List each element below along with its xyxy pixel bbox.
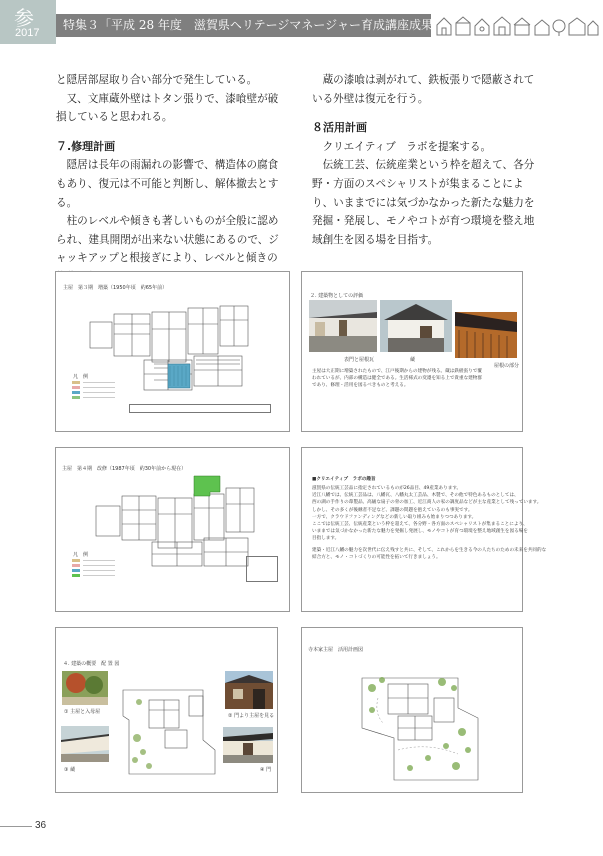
legend-title: 凡 例 [73, 374, 89, 380]
figure-caption: 主屋 第４期 改修（1987年頃 約30年前から現在） [62, 466, 187, 472]
photo-label: 蔵 [410, 357, 416, 363]
utilization-plan-drawing [358, 658, 486, 786]
legend-swatches [70, 558, 130, 582]
issue-logo [0, 0, 56, 44]
floor-plan-drawing [88, 474, 268, 570]
paragraph: 柱のレベルや傾きも著しいものが全般に認められ、建具開閉が出来ない状態にあるので、ジャッキアップと根接ぎにより、レベルと傾きの [56, 215, 279, 265]
text-line: 近江八幡では、伝統工芸品は、八幡瓦、八幡丸太工芸品、木製で、その他で特色あるものとしては、 [312, 493, 519, 499]
photo-label: ① 主屋と入母屋 [64, 709, 101, 715]
text-line: 滋賀県の伝統工芸品に指定されているものが26品目、49産業あります。 [312, 486, 462, 491]
photo-wall [61, 726, 109, 762]
highlight-green-area [194, 476, 220, 496]
creative-lab-text [312, 485, 547, 561]
floor-plan-drawing [84, 294, 264, 394]
text-line: しかし、その多くが後継者不足など、課題の問題を抱えているのも事実です。 [312, 507, 473, 513]
evaluation-note: 主屋は大正期に増築されたもので、江戸後期からの建物が残る。蔵は鉄板張りで覆われているが、内部の構造は健全である。生活様式の変遷を知る上で貴重な建物群であり、修理・活用を図るべきものと考える。 [312, 369, 482, 389]
title-block [246, 556, 278, 582]
text-line: 一方で、クラウドファンディングなどの新しい取り組みも始まりつつあります。 [312, 514, 477, 520]
text-line: ここでは伝統工芸、伝統産業という枠を超えて、各分野・各方面のスペシャリストが集まることにより、 [312, 522, 528, 528]
paragraph: と隠居部屋取り合い部分で発生している。 [56, 74, 258, 86]
figure-caption: ４. 建築の概要 配 置 図 [63, 661, 120, 667]
text-line: 結合方と、モノ・コトづくりの可能性を拓いて行きましょう。 [312, 554, 441, 560]
paragraph: クリエイティブ ラボを提案する。 [322, 140, 492, 153]
text-line: いままでは気づかなかった新たな魅力を発掘し発展し、モノやコトが育つ環境を整え地域創生を図る場を [312, 529, 528, 535]
photo-label: ④ 門 [260, 767, 272, 773]
paragraph: 隠居は長年の雨漏れの影響で、構造体の腐食もあり、復元は不可能と判断し、解体撤去とする。 [56, 159, 279, 209]
text-line: 西の湖の手作りの葦製品、高級な扇子の骨の加工、近江商人の家の調度品などが主な産業として残っています。 [312, 500, 542, 506]
photo-label: 屋根の部分 [494, 363, 520, 369]
page-number: 36 [35, 820, 47, 831]
photo-label: 表門と屋根瓦 [344, 357, 375, 363]
photo-roof-detail [455, 312, 517, 358]
figure-caption: 寺本家主屋 活用計画図 [308, 647, 364, 653]
photo-storehouse [380, 300, 452, 352]
figure-caption: ２. 建築物としての評価 [310, 293, 364, 299]
paragraph: 伝統工芸、伝統産業という枠を超えて、各分野・方面のスペシャリストが集まることにより、いままでには気づかなかった新たな魅力を発掘・発展し、モノやコトが育つ環境を整え地域創生を図る場を目指す。 [312, 159, 535, 246]
text-line: 建築・近江八幡の魅力を次世代に伝え残すと共に、そして、これからを生きる今の人たちのための未来を共同的な [312, 547, 547, 553]
photo-house [225, 671, 273, 709]
photo-garden [62, 671, 108, 705]
highlight-blue-area [168, 364, 190, 388]
paragraph: 又、文庫蔵外壁はトタン張りで、漆喰壁が破損していると思われる。 [56, 92, 279, 124]
site-plan-figure [55, 627, 278, 793]
title-block [129, 404, 271, 413]
issue-year: 2017 [15, 27, 40, 39]
section-heading-repair-plan: ７.修理計画 [56, 139, 116, 153]
photo-gate-roof [309, 300, 377, 352]
house-icons-strip [434, 13, 600, 37]
site-plan-drawing [119, 680, 219, 778]
creative-lab-figure [301, 447, 547, 612]
evaluation-photos-figure [301, 271, 523, 432]
legend-swatches [70, 380, 130, 404]
left-text-column [56, 71, 284, 287]
section-heading-utilization-plan: ８活用計画 [312, 121, 367, 135]
legend-title: 凡 例 [73, 552, 89, 558]
text-line: 目指します。 [312, 536, 340, 542]
figure-caption: 主屋 第３期 増築（1950年頃 約65年前） [63, 285, 168, 291]
utilization-plan-figure [301, 627, 523, 793]
logo-glyph: 参 [14, 6, 34, 30]
photo-gate [223, 727, 273, 763]
page-number-rule [0, 826, 32, 827]
photo-label: ② 門より主屋を見る [228, 713, 275, 719]
figure-title: ■クリエイティブ ラボの趣旨 [312, 477, 376, 482]
section-banner: 特集３「平成 28 年度 滋賀県ヘリテージマネージャー育成講座成果報告」 [56, 14, 431, 37]
floor-plan-figure-period4 [55, 447, 290, 612]
photo-label: ③ 蔵 [64, 767, 76, 773]
right-text-column [312, 71, 540, 249]
paragraph: 蔵の漆喰は剥がれて、鉄板張りで隠蔽されている外壁は復元を行う。 [312, 74, 535, 105]
floor-plan-figure-period3 [55, 271, 290, 432]
